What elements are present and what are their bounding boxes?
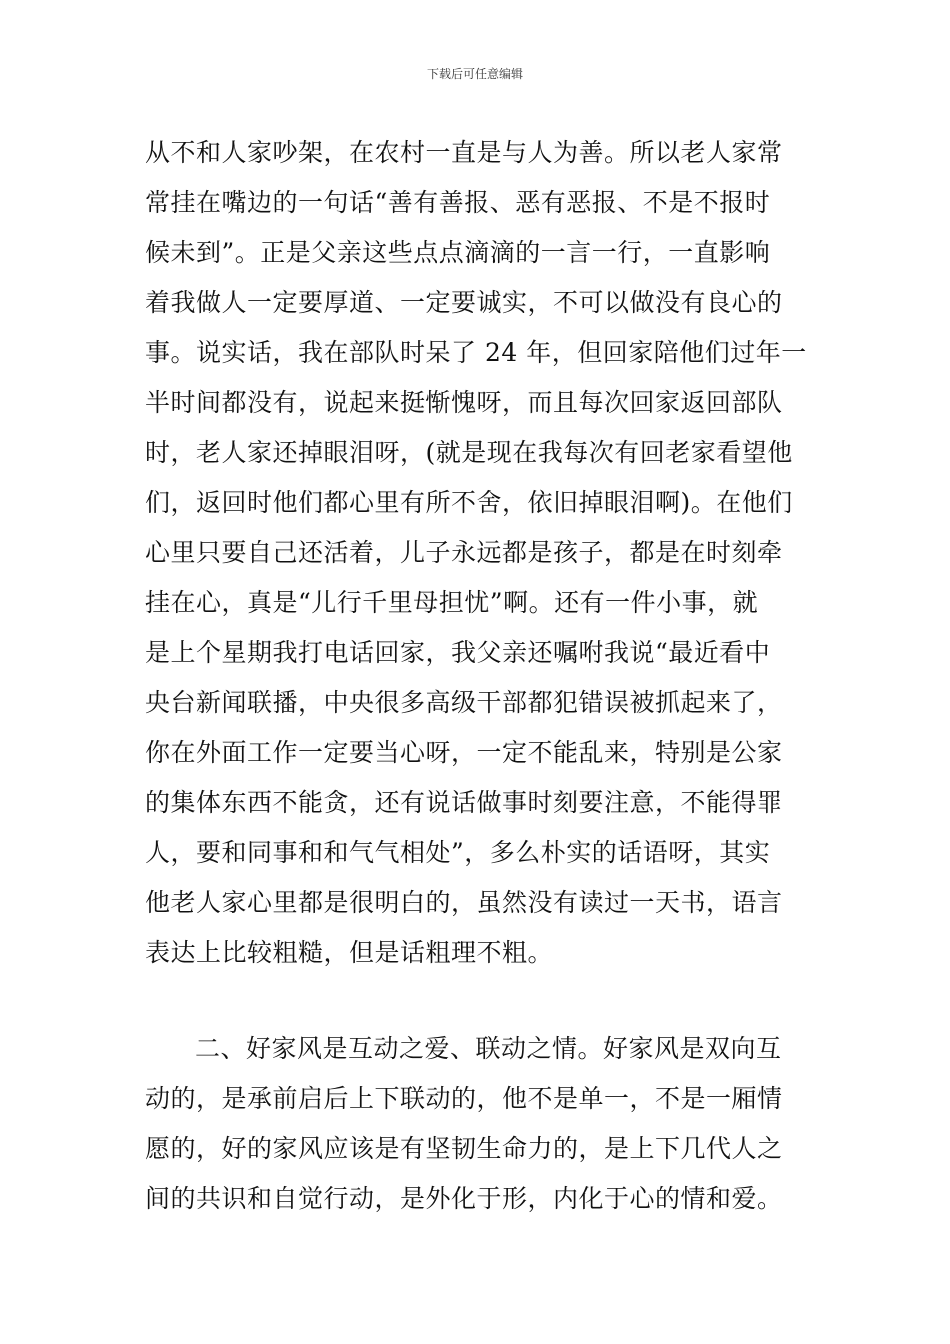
text-line: 时，老人家还掉眼泪呀，(就是现在我每次有回老家看望他 — [145, 438, 793, 467]
text-line: 他老人家心里都是很明白的，虽然没有读过一天书，语言 — [145, 888, 783, 917]
text-line: 候未到”。正是父亲这些点点滴滴的一言一行，一直影响 — [145, 238, 771, 267]
text-line: 挂在心，真是“儿行千里母担忧”啊。还有一件小事，就 — [145, 588, 759, 617]
paragraph-2 — [145, 1024, 810, 1224]
text-line: 你在外面工作一定要当心呀，一定不能乱来，特别是公家 — [145, 738, 783, 767]
page-header: 下载后可任意编辑 — [426, 67, 523, 81]
text-line: 愿的，好的家风应该是有坚韧生命力的，是上下几代人之 — [145, 1134, 783, 1163]
text-line: 们，返回时他们都心里有所不舍，依旧掉眼泪啊)。在他们 — [145, 488, 793, 517]
text-line: 间的共识和自觉行动，是外化于形，内化于心的情和爱。 — [145, 1184, 783, 1213]
text-line: 是上个星期我打电话回家，我父亲还嘱咐我说“最近看中 — [145, 638, 771, 667]
text-line: 央台新闻联播，中央很多高级干部都犯错误被抓起来了， — [145, 688, 783, 717]
text-line: 心里只要自己还活着，儿子永远都是孩子，都是在时刻牵 — [145, 538, 783, 567]
text-line: 二、好家风是互动之爱、联动之情。好家风是双向互 — [195, 1034, 782, 1063]
text-line: 事。说实话，我在部队时呆了 24 年，但回家陪他们过年一 — [145, 338, 807, 367]
text-line: 从不和人家吵架，在农村一直是与人为善。所以老人家常 — [145, 138, 783, 167]
text-line: 的集体东西不能贪，还有说话做事时刻要注意，不能得罪 — [145, 788, 783, 817]
text-line: 动的，是承前启后上下联动的，他不是单一，不是一厢情 — [145, 1084, 783, 1113]
text-line: 表达上比较粗糙，但是话粗理不粗。 — [145, 938, 554, 967]
text-line: 半时间都没有，说起来挺惭愧呀，而且每次回家返回部队 — [145, 388, 783, 417]
paragraph-1 — [145, 128, 810, 978]
text-line: 着我做人一定要厚道、一定要诚实，不可以做没有良心的 — [145, 288, 783, 317]
text-line: 人，要和同事和和气气相处”，多么朴实的话语呀，其实 — [145, 838, 771, 867]
text-line: 常挂在嘴边的一句话“善有善报、恶有恶报、不是不报时 — [145, 188, 771, 217]
